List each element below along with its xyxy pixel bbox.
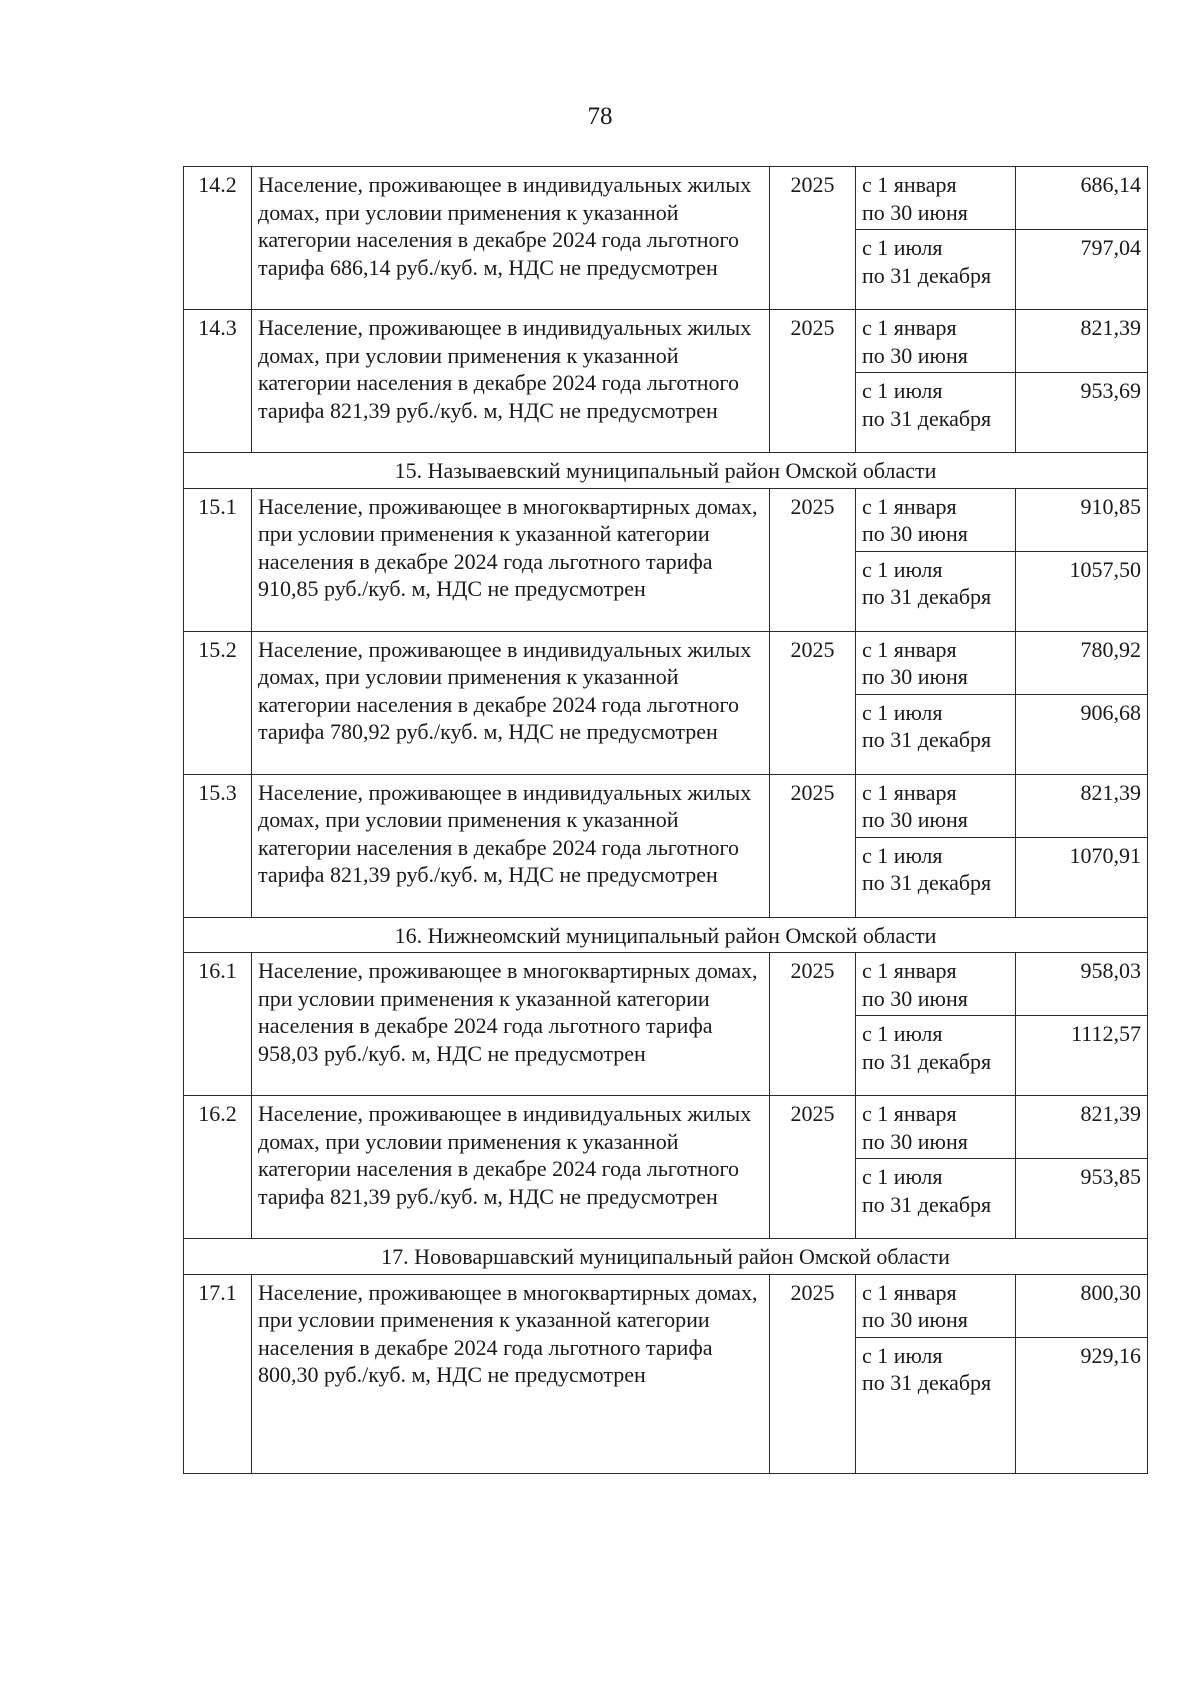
period-cell xyxy=(856,631,1016,694)
period-cell xyxy=(856,373,1016,453)
tariff-value: 800,30 xyxy=(1016,1274,1148,1337)
period-from: с 1 июля xyxy=(862,1021,943,1046)
table-row xyxy=(184,631,1148,694)
period-from: с 1 января xyxy=(862,1101,957,1126)
period-cell xyxy=(856,1337,1016,1473)
period-from: с 1 января xyxy=(862,636,957,662)
period-to: по 31 декабря xyxy=(862,405,992,431)
period-to: по 31 декабря xyxy=(862,727,992,752)
section-title: 17. Нововаршавский муниципальный район Омской области xyxy=(184,1239,1148,1275)
period-cell xyxy=(856,310,1016,373)
table-row xyxy=(184,488,1148,551)
period-cell xyxy=(856,488,1016,551)
tariff-table-body xyxy=(184,167,1148,1474)
period-from: с 1 июля xyxy=(862,556,943,582)
period-from: с 1 июля xyxy=(862,699,943,725)
tariff-value: 953,85 xyxy=(1016,1159,1148,1239)
item-number: 15.3 xyxy=(184,774,252,917)
period-to: по 31 декабря xyxy=(862,584,992,609)
page-number: 78 xyxy=(587,103,613,130)
period-from: с 1 января xyxy=(862,315,957,340)
period-to: по 31 декабря xyxy=(862,1048,992,1074)
period-from: с 1 июля xyxy=(862,1164,943,1189)
period-from: с 1 июля xyxy=(862,378,943,403)
period-from: с 1 января xyxy=(862,493,957,519)
item-number: 15.2 xyxy=(184,631,252,774)
period-cell xyxy=(856,694,1016,774)
period-to: по 30 июня xyxy=(862,1128,968,1154)
item-description: Население, проживающее в индивидуальных жилых домах, при условии применения к указанной категории населения в декабре 2024 года льготного тарифа 821,39 руб./куб. м, НДС не предусмотрен xyxy=(252,1096,770,1239)
item-year: 2025 xyxy=(770,1096,856,1239)
period-cell xyxy=(856,1096,1016,1159)
tariff-value: 797,04 xyxy=(1016,230,1148,310)
period-cell xyxy=(856,774,1016,837)
item-year: 2025 xyxy=(770,631,856,774)
table-row xyxy=(184,167,1148,230)
tariff-value: 780,92 xyxy=(1016,631,1148,694)
item-description: Население, проживающее в индивидуальных жилых домах, при условии применения к указанной категории населения в декабре 2024 года льготного тарифа 821,39 руб./куб. м, НДС не предусмотрен xyxy=(252,774,770,917)
period-cell xyxy=(856,551,1016,631)
item-number: 16.1 xyxy=(184,953,252,1096)
section-title: 15. Называевский муниципальный район Омской области xyxy=(184,453,1148,489)
period-cell xyxy=(856,1016,1016,1096)
item-description: Население, проживающее в индивидуальных жилых домах, при условии применения к указанной категории населения в декабре 2024 года льготного тарифа 821,39 руб./куб. м, НДС не предусмотрен xyxy=(252,310,770,453)
item-number: 15.1 xyxy=(184,488,252,631)
table-row xyxy=(184,1274,1148,1337)
item-number: 16.2 xyxy=(184,1096,252,1239)
item-number: 17.1 xyxy=(184,1274,252,1473)
period-from: с 1 июля xyxy=(862,235,943,260)
period-from: с 1 января xyxy=(862,172,957,197)
period-to: по 31 декабря xyxy=(862,262,992,288)
period-from: с 1 июля xyxy=(862,1342,943,1368)
period-to: по 30 июня xyxy=(862,199,968,225)
period-cell xyxy=(856,953,1016,1016)
item-description: Население, проживающее в многоквартирных домах, при условии применения к указанной категории населения в декабре 2024 года льготного тарифа 910,85 руб./куб. м, НДС не предусмотрен xyxy=(252,488,770,631)
item-year: 2025 xyxy=(770,1274,856,1473)
tariff-value: 821,39 xyxy=(1016,1096,1148,1159)
period-cell xyxy=(856,837,1016,917)
table-row xyxy=(184,774,1148,837)
tariff-value: 953,69 xyxy=(1016,373,1148,453)
period-to: по 30 июня xyxy=(862,1307,968,1332)
period-cell xyxy=(856,167,1016,230)
tariff-value: 910,85 xyxy=(1016,488,1148,551)
section-title: 16. Нижнеомский муниципальный район Омской области xyxy=(184,917,1148,953)
section-row xyxy=(184,453,1148,489)
period-to: по 30 июня xyxy=(862,521,968,546)
table-row xyxy=(184,1096,1148,1159)
section-row xyxy=(184,1239,1148,1275)
item-year: 2025 xyxy=(770,310,856,453)
item-year: 2025 xyxy=(770,774,856,917)
period-to: по 30 июня xyxy=(862,342,968,368)
period-to: по 31 декабря xyxy=(862,1191,992,1217)
period-to: по 30 июня xyxy=(862,664,968,689)
item-description: Население, проживающее в индивидуальных жилых домах, при условии применения к указанной категории населения в декабре 2024 года льготного тарифа 780,92 руб./куб. м, НДС не предусмотрен xyxy=(252,631,770,774)
period-cell xyxy=(856,230,1016,310)
item-year: 2025 xyxy=(770,953,856,1096)
item-year: 2025 xyxy=(770,167,856,310)
period-from: с 1 января xyxy=(862,958,957,983)
tariff-value: 1112,57 xyxy=(1016,1016,1148,1096)
item-number: 14.3 xyxy=(184,310,252,453)
item-description: Население, проживающее в многоквартирных домах, при условии применения к указанной категории населения в декабре 2024 года льготного тарифа 800,30 руб./куб. м, НДС не предусмотрен xyxy=(252,1274,770,1473)
tariff-table xyxy=(183,166,1148,1474)
item-year: 2025 xyxy=(770,488,856,631)
tariff-value: 821,39 xyxy=(1016,310,1148,373)
period-to: по 31 декабря xyxy=(862,870,992,895)
tariff-value: 958,03 xyxy=(1016,953,1148,1016)
item-number: 14.2 xyxy=(184,167,252,310)
tariff-value: 906,68 xyxy=(1016,694,1148,774)
tariff-value: 929,16 xyxy=(1016,1337,1148,1473)
tariff-value: 821,39 xyxy=(1016,774,1148,837)
item-description: Население, проживающее в индивидуальных жилых домах, при условии применения к указанной категории населения в декабре 2024 года льготного тарифа 686,14 руб./куб. м, НДС не предусмотрен xyxy=(252,167,770,310)
table-row xyxy=(184,310,1148,373)
tariff-value: 1057,50 xyxy=(1016,551,1148,631)
tariff-value: 1070,91 xyxy=(1016,837,1148,917)
period-from: с 1 января xyxy=(862,779,957,805)
section-row xyxy=(184,917,1148,953)
period-from: с 1 января xyxy=(862,1279,957,1305)
period-from: с 1 июля xyxy=(862,842,943,868)
period-cell xyxy=(856,1274,1016,1337)
tariff-value: 686,14 xyxy=(1016,167,1148,230)
item-description: Население, проживающее в многоквартирных домах, при условии применения к указанной категории населения в декабре 2024 года льготного тарифа 958,03 руб./куб. м, НДС не предусмотрен xyxy=(252,953,770,1096)
table-row xyxy=(184,953,1148,1016)
period-to: по 31 декабря xyxy=(862,1370,992,1395)
period-cell xyxy=(856,1159,1016,1239)
period-to: по 30 июня xyxy=(862,985,968,1011)
period-to: по 30 июня xyxy=(862,807,968,832)
